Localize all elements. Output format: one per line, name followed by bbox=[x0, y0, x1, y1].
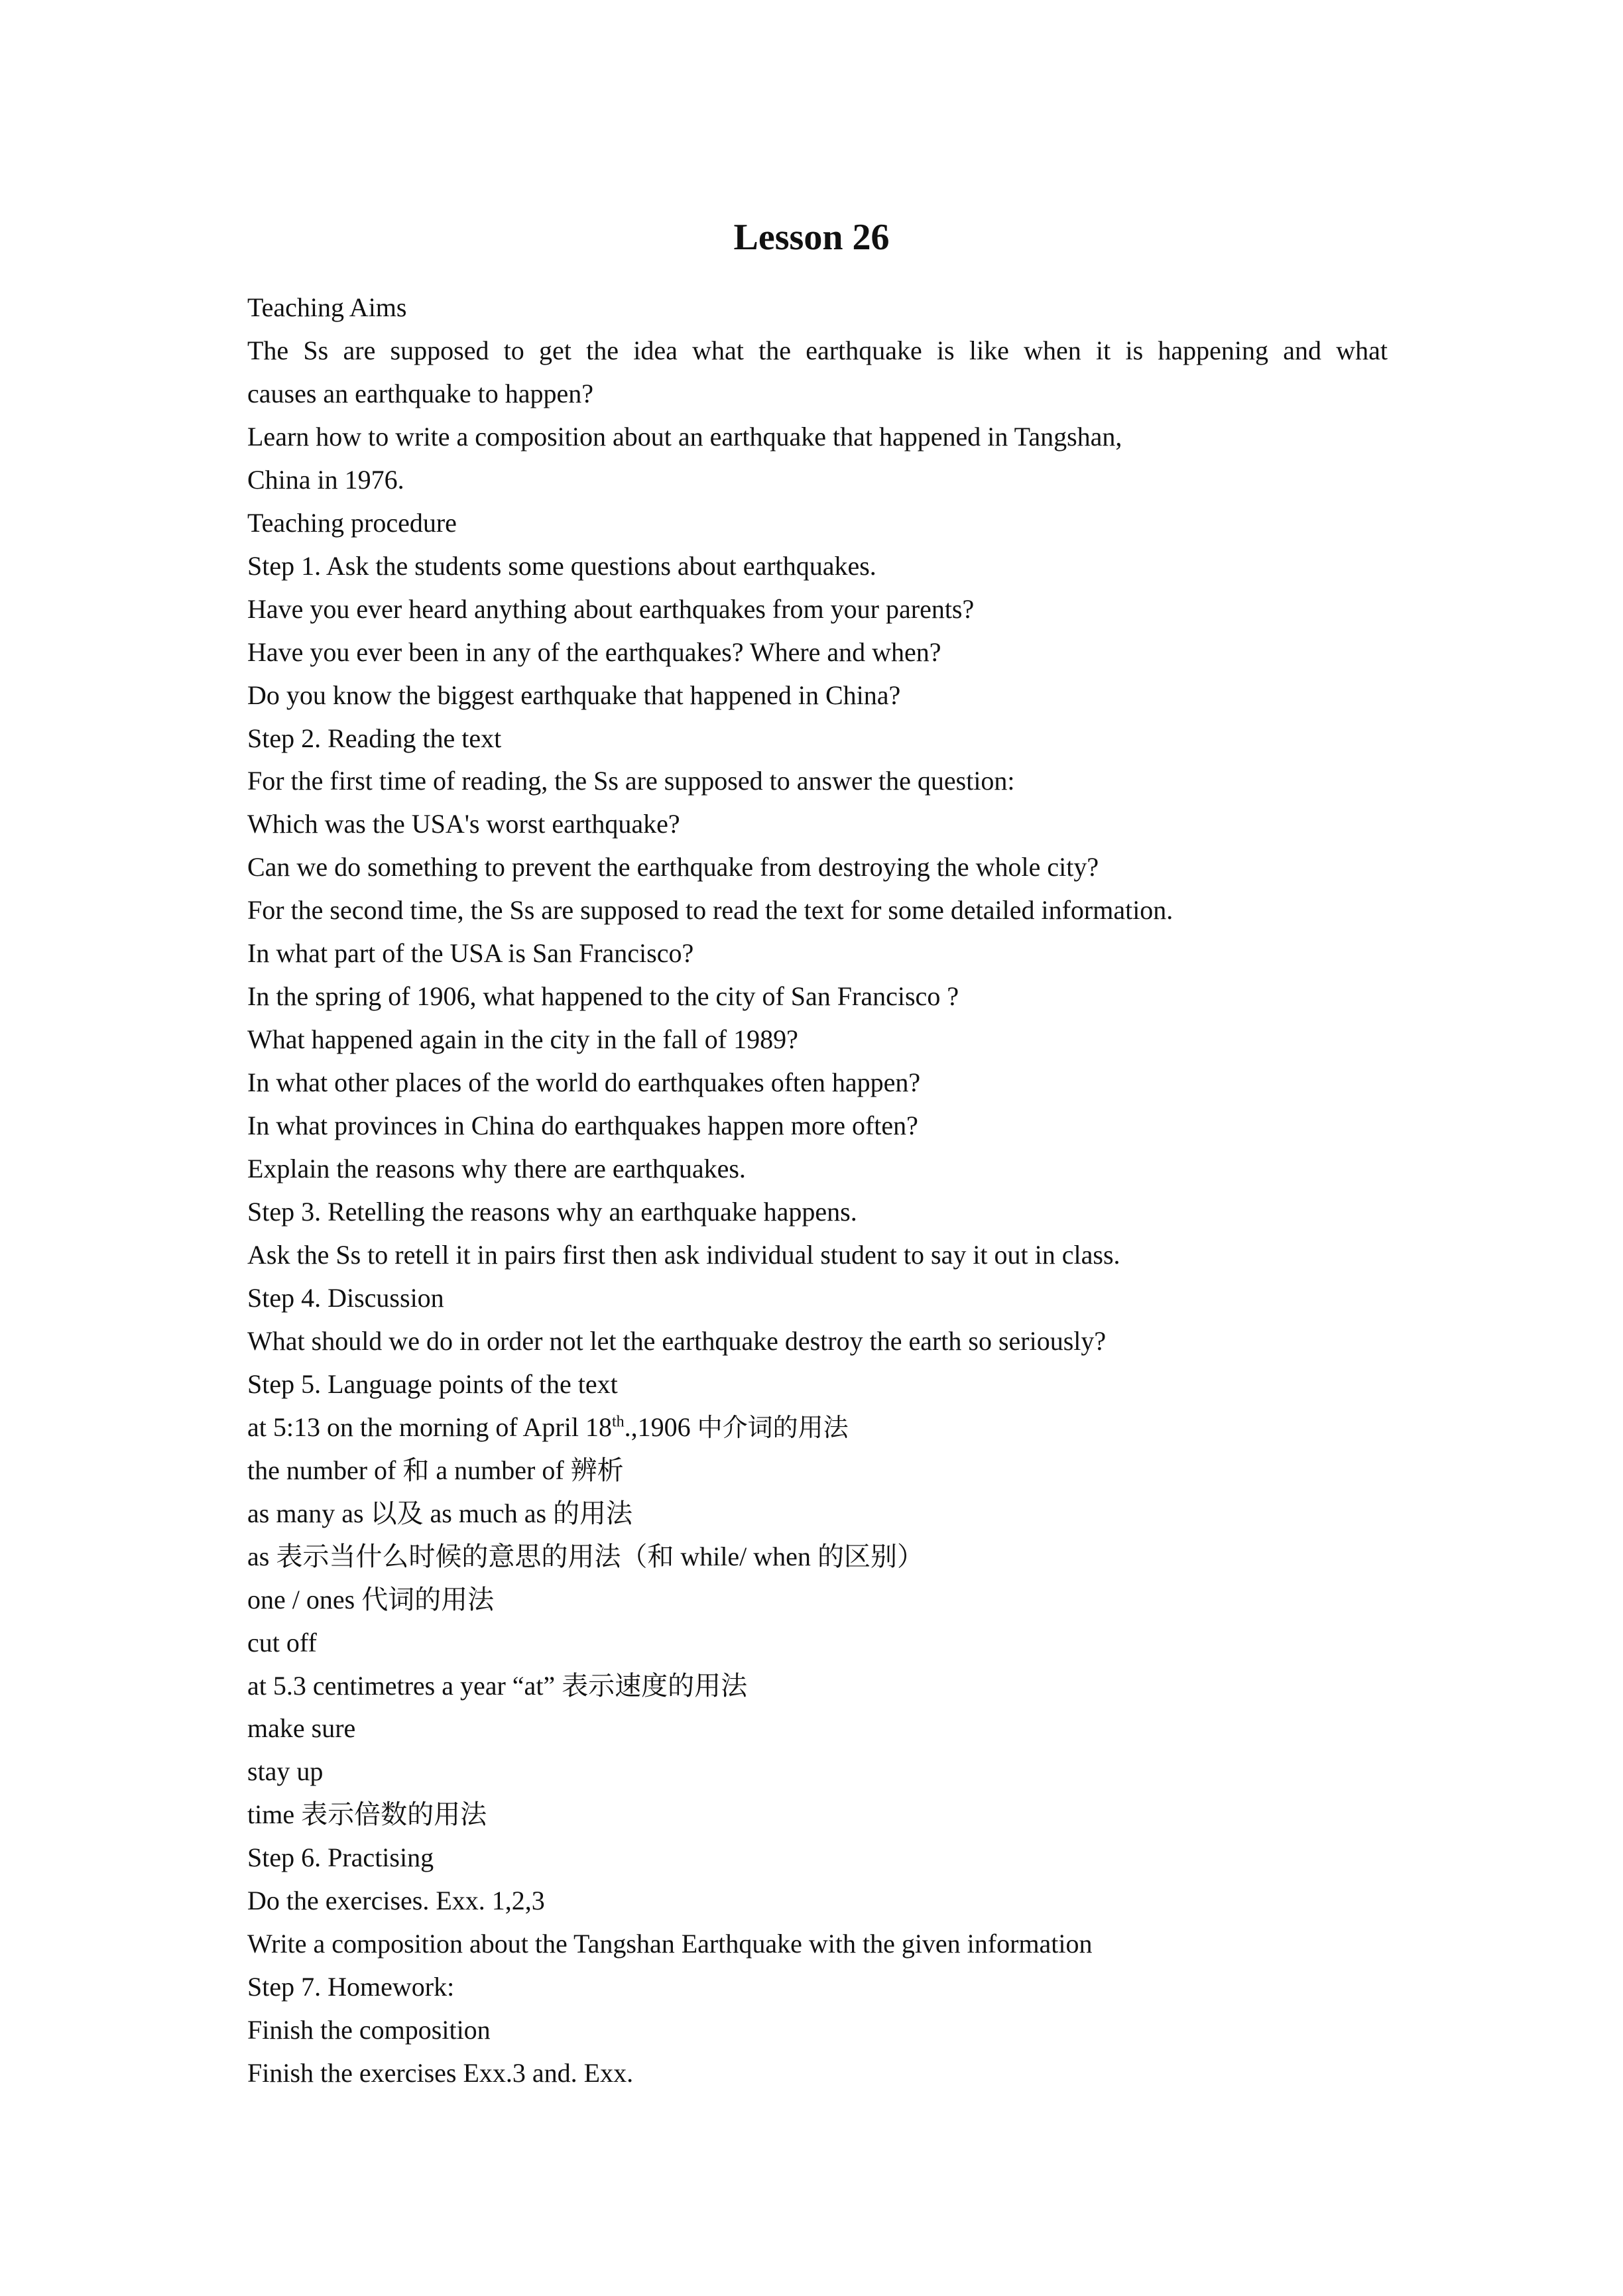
text-line: stay up bbox=[247, 1756, 324, 1787]
text-line: In what provinces in China do earthquakes happen more often? bbox=[247, 1111, 918, 1141]
text-line: What happened again in the city in the fall of 1989? bbox=[247, 1024, 798, 1055]
text-line: Step 3. Retelling the reasons why an earthquake happens. bbox=[247, 1197, 857, 1227]
text-line: the number of 和 a number of 辨析 bbox=[247, 1455, 624, 1485]
text-line: In the spring of 1906, what happened to the city of San Francisco ? bbox=[247, 981, 959, 1012]
text-line: make sure bbox=[247, 1713, 356, 1744]
page-title: Lesson 26 bbox=[733, 217, 890, 258]
text-line: The Ss are supposed to get the idea what the earthquake is like when it is happening and what bbox=[247, 335, 1388, 365]
text-line: In what other places of the world do earthquakes often happen? bbox=[247, 1067, 921, 1098]
text-line: Write a composition about the Tangshan Earthquake with the given information bbox=[247, 1929, 1093, 1959]
text-line: Step 6. Practising bbox=[247, 1843, 434, 1873]
text-line: For the first time of reading, the Ss are supposed to answer the question: bbox=[247, 766, 1015, 796]
date-line-year: .,1906 bbox=[624, 1412, 697, 1442]
text-line: Step 2. Reading the text bbox=[247, 723, 502, 753]
text-line: Can we do something to prevent the earthquake from destroying the whole city? bbox=[247, 852, 1099, 882]
text-line: Do the exercises. Exx. 1,2,3 bbox=[247, 1886, 545, 1916]
text-line: as many as 以及 as much as 的用法 bbox=[247, 1498, 633, 1528]
text-line: Learn how to write a composition about an earthquake that happened in Tangshan, bbox=[247, 421, 1122, 452]
text-line: Explain the reasons why there are earthquakes. bbox=[247, 1154, 746, 1184]
date-line-text: at 5:13 on the morning of April 18 bbox=[247, 1412, 612, 1442]
text-line: cut off bbox=[247, 1627, 317, 1658]
text-line: causes an earthquake to happen? bbox=[247, 378, 593, 408]
text-line: Teaching procedure bbox=[247, 507, 457, 538]
text-line: Step 1. Ask the students some questions about earthquakes. bbox=[247, 550, 876, 581]
text-line: Which was the USA's worst earthquake? bbox=[247, 809, 680, 839]
text-line: one / ones 代词的用法 bbox=[247, 1584, 495, 1614]
lesson-body bbox=[247, 286, 1388, 2095]
text-line: Do you know the biggest earthquake that happened in China? bbox=[247, 680, 901, 710]
ordinal-suffix: th bbox=[611, 1413, 625, 1431]
text-line: In what part of the USA is San Francisco? bbox=[247, 938, 694, 969]
text-line: time 表示倍数的用法 bbox=[247, 1799, 487, 1830]
text-line: For the second time, the Ss are supposed to read the text for some detailed information. bbox=[247, 895, 1173, 926]
text-line: Finish the exercises Exx.3 and. Exx. bbox=[247, 2058, 634, 2088]
text-line: Step 7. Homework: bbox=[247, 1972, 455, 2002]
text-line: Have you ever heard anything about earthquakes from your parents? bbox=[247, 593, 975, 624]
text-line: Ask the Ss to retell it in pairs first then ask individual student to say it out in class. bbox=[247, 1239, 1120, 1270]
text-line: Have you ever been in any of the earthquakes? Where and when? bbox=[247, 636, 941, 667]
text-line: What should we do in order not let the earthquake destroy the earth so seriously? bbox=[247, 1325, 1107, 1356]
date-line bbox=[247, 1406, 1388, 1449]
date-line-note: 中介词的用法 bbox=[697, 1412, 849, 1442]
text-line: Step 5. Language points of the text bbox=[247, 1368, 618, 1399]
text-line: as 表示当什么时候的意思的用法（和 while/ when 的区别） bbox=[247, 1541, 924, 1571]
text-line: at 5.3 centimetres a year “at” 表示速度的用法 bbox=[247, 1670, 748, 1701]
text-line: Step 4. Discussion bbox=[247, 1282, 444, 1313]
text-line: China in 1976. bbox=[247, 464, 404, 495]
text-line: Finish the composition bbox=[247, 2015, 491, 2045]
text-line: Teaching Aims bbox=[247, 292, 407, 322]
